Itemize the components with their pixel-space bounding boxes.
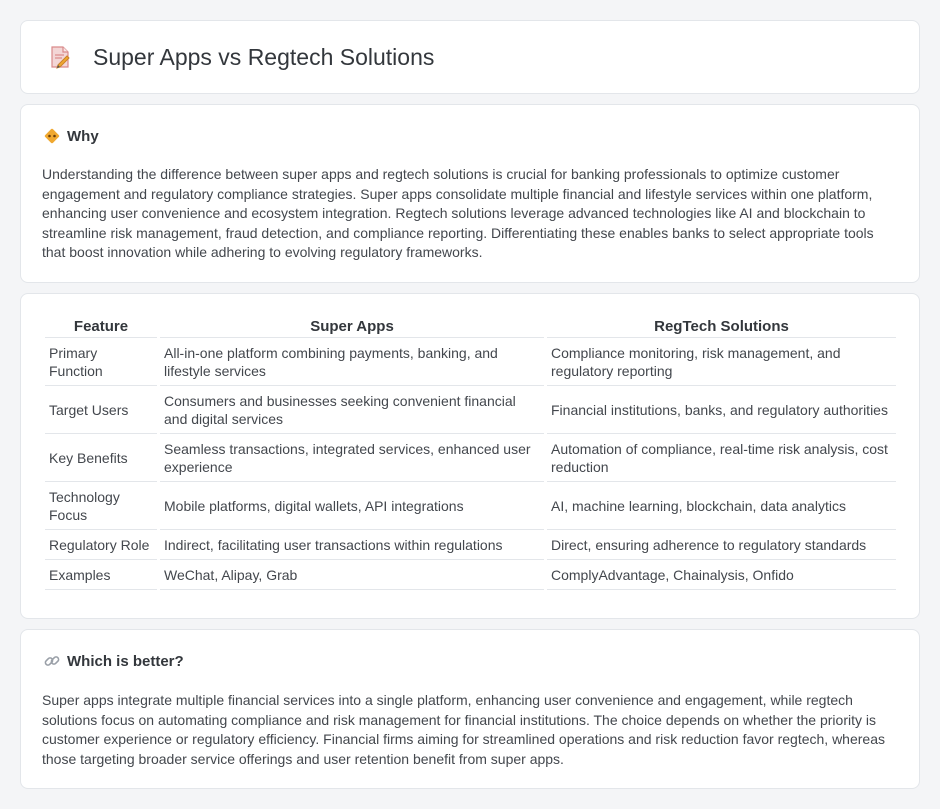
regtech-cell: Financial institutions, banks, and regulatory authorities xyxy=(547,386,896,434)
table-row xyxy=(45,338,896,386)
table-row xyxy=(45,560,896,590)
regtech-cell: Compliance monitoring, risk management, and regulatory reporting xyxy=(547,338,896,386)
which-is-better-heading: Which is better? xyxy=(67,652,184,670)
feature-cell: Technology Focus xyxy=(45,482,157,530)
page-title: Super Apps vs Regtech Solutions xyxy=(93,43,435,70)
table-row xyxy=(45,482,896,530)
table-row xyxy=(45,386,896,434)
comparison-table xyxy=(42,316,899,590)
feature-cell: Target Users xyxy=(45,386,157,434)
super-apps-cell: WeChat, Alipay, Grab xyxy=(160,560,544,590)
super-apps-cell: Consumers and businesses seeking convenient financial and digital services xyxy=(160,386,544,434)
header-feature: Feature xyxy=(45,316,157,338)
super-apps-cell: Mobile platforms, digital wallets, API integrations xyxy=(160,482,544,530)
regtech-cell: Direct, ensuring adherence to regulatory standards xyxy=(547,530,896,560)
diamond-warning-icon xyxy=(43,127,61,145)
which-is-better-text: Super apps integrate multiple financial services into a single platform, enhancing user convenience and engagement, while regtech solutions focus on automating compliance and risk management for financial institutions. The choice depends on whether the priority is customer experience or regulatory efficiency. Financial firms aiming for streamlined operations and risk reduction favor regtech, whereas those targeting broader service offerings and user retention benefit from super apps. xyxy=(42,692,885,767)
why-section xyxy=(20,104,920,283)
header-super-apps: Super Apps xyxy=(160,316,544,338)
document-pen-icon xyxy=(47,44,73,70)
table-header-row xyxy=(45,316,896,338)
table-row xyxy=(45,434,896,482)
super-apps-cell: Seamless transactions, integrated services, enhanced user experience xyxy=(160,434,544,482)
table-row xyxy=(45,530,896,560)
which-is-better-section xyxy=(20,629,920,789)
link-icon xyxy=(43,652,61,670)
why-heading: Why xyxy=(67,127,99,145)
feature-cell: Key Benefits xyxy=(45,434,157,482)
comparison-card xyxy=(20,293,920,619)
title-card xyxy=(20,20,920,94)
super-apps-cell: Indirect, facilitating user transactions within regulations xyxy=(160,530,544,560)
why-text: Understanding the difference between super apps and regtech solutions is crucial for banking professionals to optimize customer engagement and regulatory compliance strategies. Super apps consolidate multiple financial and lifestyle services within one platform, enhancing user convenience and ecosystem integration. Regtech solutions leverage advanced technologies like AI and blockchain to streamline risk management, fraud detection, and compliance reporting. Differentiating these enables banks to select appropriate tools that boost innovation while adhering to evolving regulatory frameworks. xyxy=(42,166,874,260)
super-apps-cell: All-in-one platform combining payments, banking, and lifestyle services xyxy=(160,338,544,386)
regtech-cell: ComplyAdvantage, Chainalysis, Onfido xyxy=(547,560,896,590)
feature-cell: Examples xyxy=(45,560,157,590)
regtech-cell: AI, machine learning, blockchain, data analytics xyxy=(547,482,896,530)
feature-cell: Primary Function xyxy=(45,338,157,386)
header-regtech: RegTech Solutions xyxy=(547,316,896,338)
feature-cell: Regulatory Role xyxy=(45,530,157,560)
regtech-cell: Automation of compliance, real-time risk analysis, cost reduction xyxy=(547,434,896,482)
